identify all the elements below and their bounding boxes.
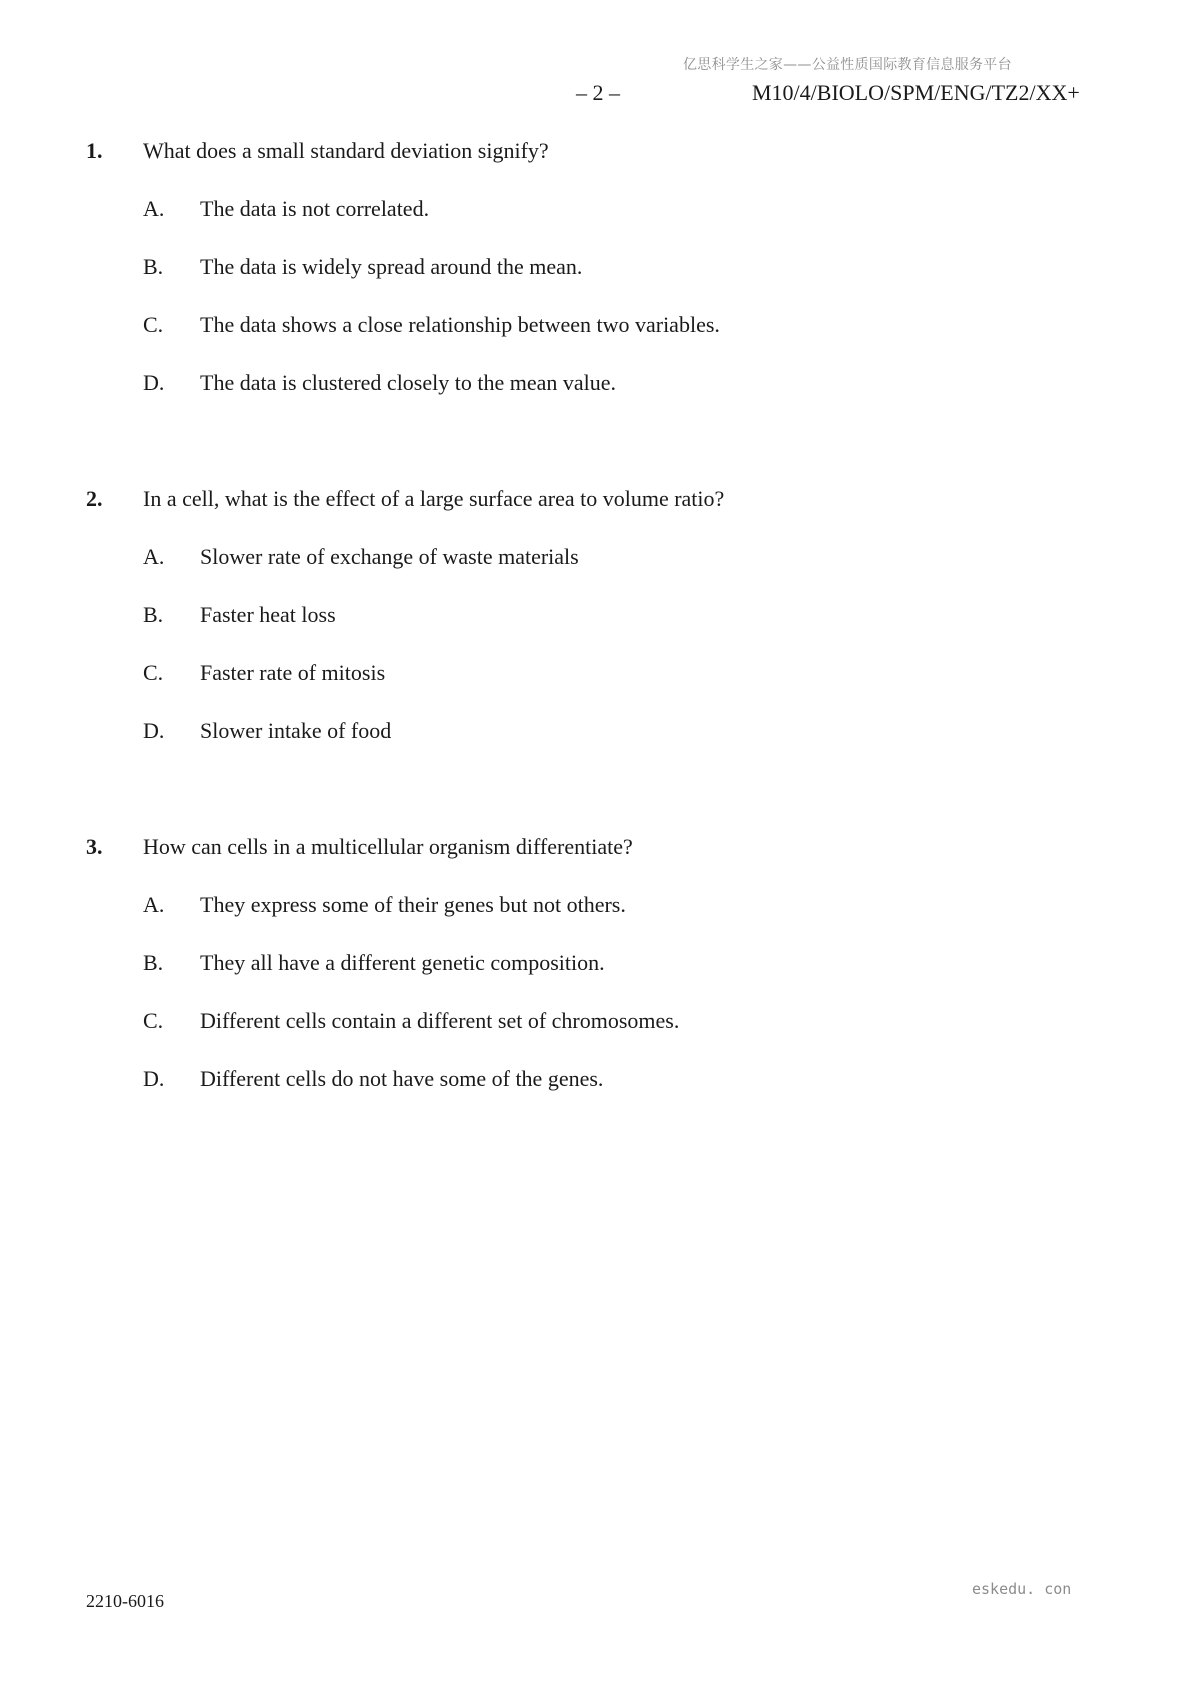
option-c: [86, 1006, 1086, 1036]
footer-code: 2210-6016: [86, 1591, 164, 1611]
option-text: The data shows a close relationship between two variables.: [200, 312, 720, 337]
option-letter: D.: [143, 1066, 165, 1091]
question-number: 2.: [86, 486, 103, 511]
option-text: Faster heat loss: [200, 602, 336, 627]
page-number: – 2 –: [576, 80, 620, 105]
option-letter: A.: [143, 196, 165, 221]
option-text: They all have a different genetic composition.: [200, 950, 605, 975]
option-letter: A.: [143, 892, 165, 917]
option-b: [86, 252, 1086, 282]
option-b: [86, 600, 1086, 630]
option-text: Slower intake of food: [200, 718, 392, 743]
option-a: [86, 542, 1086, 572]
option-d: [86, 368, 1086, 398]
option-a: [86, 194, 1086, 224]
option-d: [86, 716, 1086, 746]
option-letter: D.: [143, 718, 165, 743]
option-letter: C.: [143, 1008, 164, 1033]
option-letter: C.: [143, 660, 164, 685]
question-1: [86, 136, 1086, 398]
option-a: [86, 890, 1086, 920]
option-text: Faster rate of mitosis: [200, 660, 386, 685]
question-number: 3.: [86, 834, 103, 859]
question-number: 1.: [86, 138, 103, 163]
option-text: The data is not correlated.: [200, 196, 430, 221]
option-c: [86, 658, 1086, 688]
option-text: They express some of their genes but not others.: [200, 892, 626, 917]
header-watermark: 亿思科学生之家——公益性质国际教育信息服务平台: [683, 57, 1012, 73]
question-text: What does a small standard deviation signify?: [143, 138, 549, 163]
option-text: Different cells do not have some of the genes.: [200, 1066, 604, 1091]
option-d: [86, 1064, 1086, 1094]
footer-watermark: eskedu. con: [972, 1580, 1072, 1598]
option-letter: C.: [143, 312, 164, 337]
question-2: [86, 484, 1086, 746]
option-letter: B.: [143, 254, 164, 279]
option-letter: B.: [143, 602, 164, 627]
option-text: Different cells contain a different set of chromosomes.: [200, 1008, 680, 1033]
option-letter: B.: [143, 950, 164, 975]
option-letter: A.: [143, 544, 165, 569]
option-text: The data is clustered closely to the mean value.: [200, 370, 617, 395]
option-b: [86, 948, 1086, 978]
option-c: [86, 310, 1086, 340]
option-letter: D.: [143, 370, 165, 395]
option-text: Slower rate of exchange of waste materials: [200, 544, 579, 569]
question-text: In a cell, what is the effect of a large surface area to volume ratio?: [143, 486, 725, 511]
paper-code: M10/4/BIOLO/SPM/ENG/TZ2/XX+: [752, 80, 1080, 105]
option-text: The data is widely spread around the mean.: [200, 254, 583, 279]
question-text: How can cells in a multicellular organism differentiate?: [143, 834, 633, 859]
question-3: [86, 832, 1086, 1094]
